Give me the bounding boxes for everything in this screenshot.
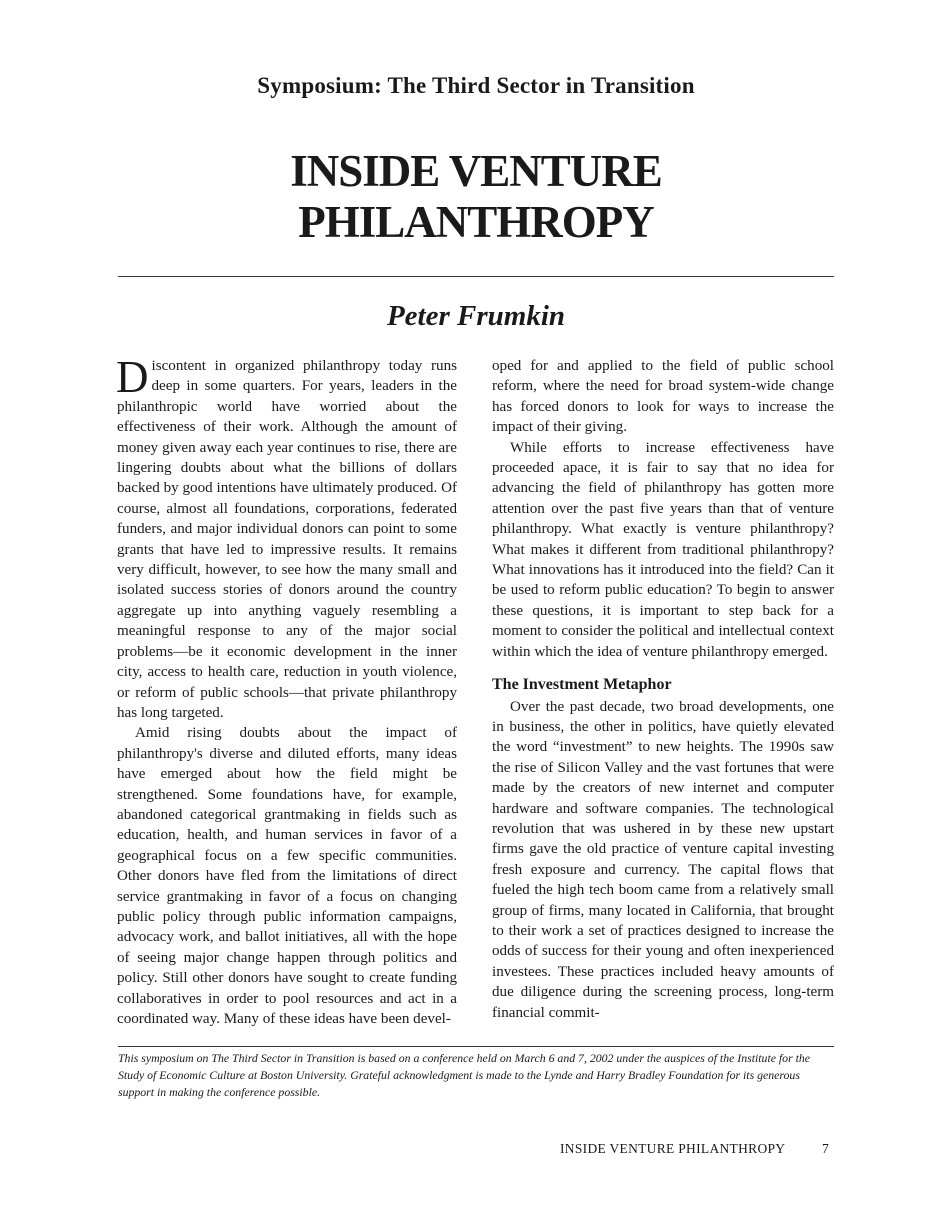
paragraph-3: oped for and applied to the field of public school reform, where the need for broad system-wide change has forced donors to look for ways to increase the impact of their giving. bbox=[492, 358, 834, 436]
section-heading: The Investment Metaphor bbox=[492, 676, 672, 694]
title-line-2: PHILANTHROPY bbox=[298, 197, 654, 247]
page-number: 7 bbox=[822, 1141, 829, 1156]
top-rule bbox=[118, 276, 834, 277]
paragraph-2: Amid rising doubts about the impact of philanthropy's diverse and diluted efforts, many ideas have emerged about how the field might be strengthened. Some foundations have, for example, abandoned categorical grantmaking in fields such as education, health, and human services in favor of a geographical focus on a few specific communities. Other donors have fled from the limitations of direct service grantmaking in favor of a focus on changing public policy through public information campaigns, advocacy work, and ballot initiatives, all with the hope of seeing major change happen through politics and policy. Still other donors have sought to create funding collaboratives in order to pool resources and act in a coordinated way. Many of these ideas have been devel- bbox=[117, 725, 457, 1027]
drop-cap: D bbox=[116, 352, 149, 402]
footnote: This symposium on The Third Sector in Transition is based on a conference held on March 6 and 7, 2002 under the auspices of the Institute for the Study of Economic Culture at Boston University. Grateful acknowledgment is made to the Lynde and Harry Bradley Foundation for its generous support in making the conference possible. bbox=[118, 1051, 811, 1099]
title-line-1: INSIDE VENTURE bbox=[290, 146, 662, 196]
paragraph-5: Over the past decade, two broad developments, one in business, the other in politics, have quietly elevated the word “investment” to new heights. The 1990s saw the rise of Silicon Valley and the vast fortunes that were made by the creators of new internet and computer hardware and software companies. The technological revolution that was ushered in by these new upstart firms gave the old practice of venture capital investing fresh exposure and currency. The capital flows that fueled the high tech boom came from a relatively small group of firms, many located in California, that brought to their work a set of practices designed to increase the odds of success for their young and often inexperienced investees. These practices included heavy amounts of due diligence during the screening process, long-term financial commit- bbox=[492, 698, 834, 1021]
paragraph-1-text: iscontent in organized philanthropy today runs deep in some quarters. For years, leaders in the philanthropic world have worried about the effectiveness of their work. Although the amount of money given away each year continues to rise, there are lingering doubts about what the billions of dollars backed by good intentions have ultimately produced. Of course, almost all foundations, corporations, federated funders, and major individual donors can point to some grants that have led to impressive results. It remains very difficult, however, to see how the many small and isolated success stories of donors around the country aggregate up into anything vaguely resembling a meaningful response to any of the major social problems—be it economic development in the inner city, access to health care, reduction in youth violence, or reform of public schools—that private philanthropy has long targeted. bbox=[117, 358, 457, 721]
paragraph-1 bbox=[116, 352, 457, 723]
author-name: Peter Frumkin bbox=[386, 300, 566, 332]
footnote-rule bbox=[118, 1046, 834, 1047]
right-column bbox=[492, 356, 834, 1023]
article-title bbox=[0, 146, 952, 248]
running-head: INSIDE VENTURE PHILANTHROPY bbox=[560, 1141, 786, 1156]
symposium-heading: Symposium: The Third Sector in Transition bbox=[257, 73, 695, 98]
left-column bbox=[116, 352, 457, 1029]
paragraph-4: While efforts to increase effectiveness have proceeded apace, it is fair to say that no idea for advancing the field of philanthropy has gotten more attention over the past five years than that of venture philanthropy. What exactly is venture philanthropy? What makes it different from traditional philanthropy? What innovations has it introduced into the field? Can it be used to reform public education? To begin to answer these questions, it is important to step back for a moment to consider the political and intellectual context within which the idea of venture philanthropy emerged. bbox=[492, 439, 834, 660]
